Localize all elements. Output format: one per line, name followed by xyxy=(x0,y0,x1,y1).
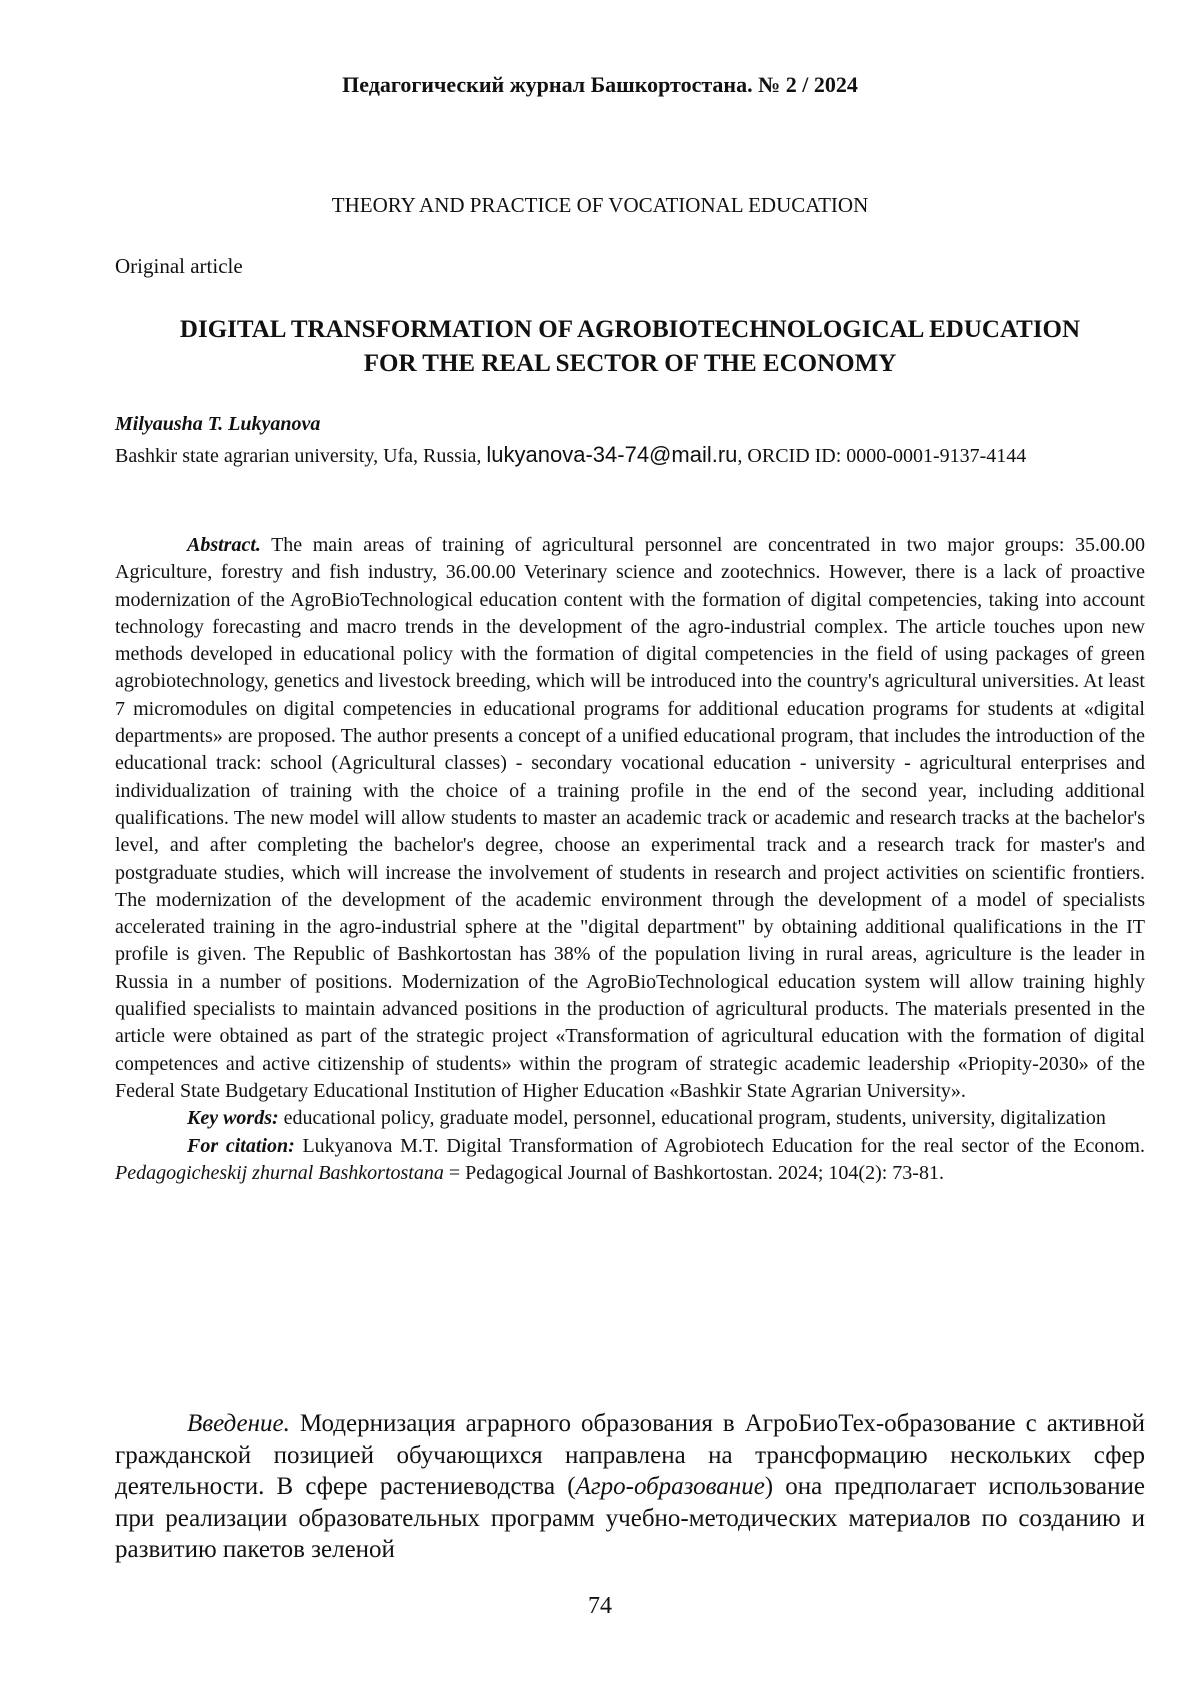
citation-text: Lukyanova M.T. Digital Transformation of Agrobiotech Education for the real sector of the Econom. xyxy=(302,1135,1145,1157)
intro-italic-term: Агро-образование xyxy=(576,1473,765,1500)
abstract-paragraph xyxy=(115,532,1145,1105)
document-page xyxy=(0,0,1200,1697)
citation-journal: Pedagogicheskij zhurnal Bashkortostana xyxy=(115,1162,444,1184)
article-type: Original article xyxy=(115,254,243,279)
introduction-paragraph xyxy=(115,1408,1145,1566)
intro-label: Введение. xyxy=(187,1410,290,1437)
author-affiliation xyxy=(115,440,1145,471)
abstract-block xyxy=(115,532,1145,1187)
intro-text-end: ) она предполагает использование при реализации образовательных программ учебно-методических материалов по созданию и развитию пакетов зеленой xyxy=(115,1473,1145,1563)
citation-label: For citation: xyxy=(187,1135,295,1157)
page-number: 74 xyxy=(0,1593,1200,1620)
section-heading: THEORY AND PRACTICE OF VOCATIONAL EDUCATION xyxy=(0,193,1200,218)
article-title xyxy=(115,313,1145,381)
author-email: lukyanova-34-74@mail.ru xyxy=(486,442,737,467)
title-line-1: DIGITAL TRANSFORMATION OF AGROBIOTECHNOLOGICAL EDUCATION xyxy=(180,316,1080,343)
title-line-2: FOR THE REAL SECTOR OF THE ECONOMY xyxy=(364,350,897,377)
citation-text-end: = Pedagogical Journal of Bashkortostan. 2024; 104(2): 73-81. xyxy=(449,1162,944,1184)
citation-paragraph xyxy=(115,1133,1145,1188)
keywords-label: Key words: xyxy=(187,1107,279,1129)
intro-text: Модернизация аграрного образования в АгроБиоТех-образование с активной гражданской позицией обучающихся направлена на трансформацию нескольких сфер деятельности. В сфере растениеводства ( xyxy=(115,1410,1145,1500)
abstract-text: The main areas of training of agricultural personnel are concentrated in two major groups: 35.00.00 Agriculture, forestry and fish industry, 36.00.00 Veterinary science and zootechnics. However, there is a lack of proactive modernization of the AgroBioTechnological education content with the formation of digital competencies, taking into account technology forecasting and macro trends in the development of the agro-industrial complex. The article touches upon new methods developed in educational policy with the formation of digital competencies in the field of using packages of green agrobiotechnology, genetics and livestock breeding, which will be introduced into the country's agricultural universities. At least 7 micromodules on digital competencies in educational programs for additional education programs for students at «digital departments» are proposed. The author presents a concept of a unified educational program, that includes the introduction of the educational track: school (Agricultural classes) - secondary vocational education - university - agricultural enterprises and individualization of training with the choice of a training profile in the end of the second year, including additional qualifications. The new model will allow students to master an academic track or academic and research tracks at the bachelor's level, and after completing the bachelor's degree, choose an experimental track and a research track for master's and postgraduate studies, which will increase the involvement of students in research and project activities on scientific frontiers. The modernization of the development of the academic environment through the development of a model of specialists accelerated training in the agro-industrial sphere at the "digital department" by obtaining additional qualifications in the IT profile is given. The Republic of Bashkortostan has 38% of the population living in rural areas, agriculture is the leader in Russia in a number of positions. Modernization of the AgroBioTechnological education system will allow training highly qualified specialists to maintain advanced positions in the production of agricultural products. The materials presented in the article were obtained as part of the strategic project «Transformation of agricultural education with the formation of digital competences and active citizenship of students» within the program of strategic academic leadership «Priopity-2030» of the Federal State Budgetary Educational Institution of Higher Education «Bashkir State Agrarian University». xyxy=(115,534,1145,1102)
affiliation-text: Bashkir state agrarian university, Ufa, Russia, xyxy=(115,445,481,467)
author-name: Milyausha T. Lukyanova xyxy=(115,413,320,436)
abstract-label: Abstract. xyxy=(187,534,261,556)
journal-header: Педагогический журнал Башкортостана. № 2 / 2024 xyxy=(0,72,1200,98)
keywords-text: educational policy, graduate model, personnel, educational program, students, university, digitalization xyxy=(284,1107,1106,1129)
orcid-text: , ORCID ID: 0000-0001-9137-4144 xyxy=(737,445,1026,467)
keywords-paragraph xyxy=(115,1105,1145,1132)
